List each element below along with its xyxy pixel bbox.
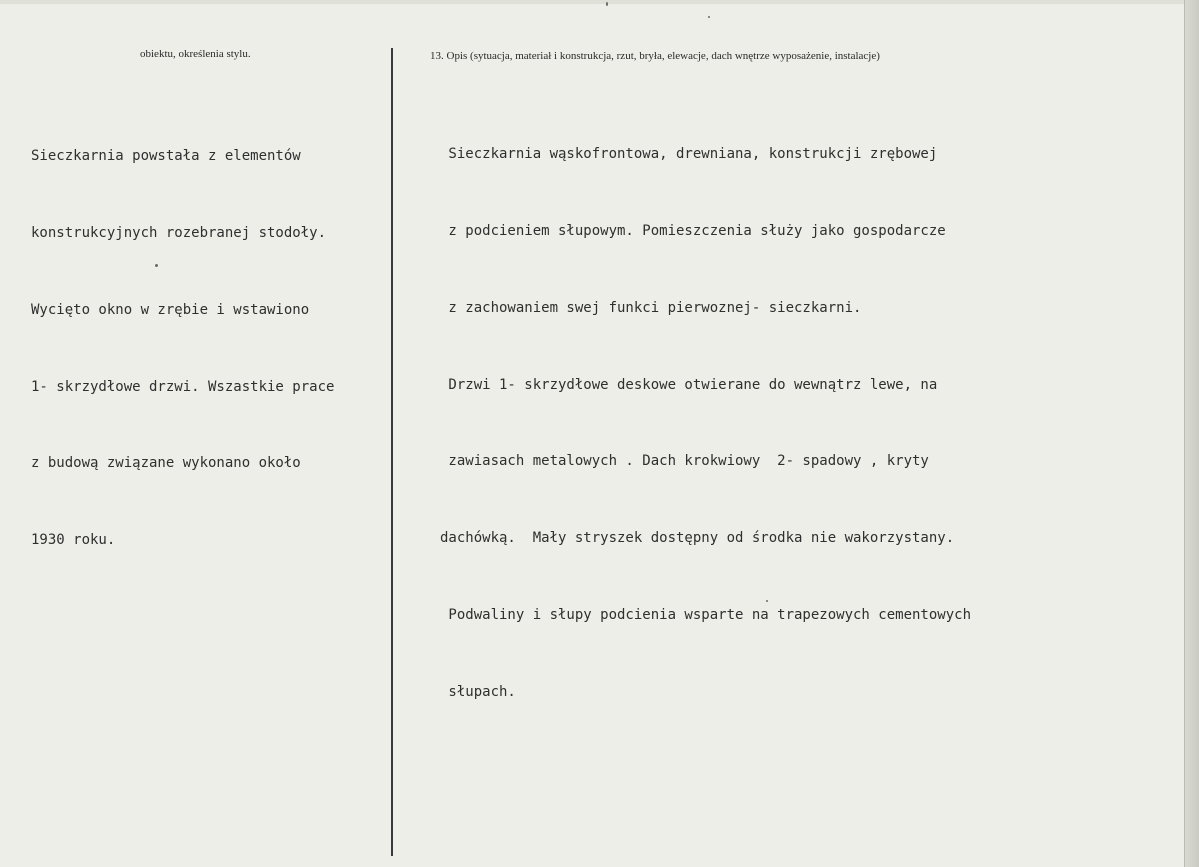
left-column-header: obiektu, określenia stylu. — [140, 48, 251, 60]
text-line: z podcieniem słupowym. Pomieszczenia służy jako gospodarcze — [440, 222, 946, 239]
card-top-edge — [0, 0, 1199, 4]
text-line: dachówką. Mały stryszek dostępny od środka nie wakorzystany. — [440, 530, 955, 547]
text-line: z zachowaniem swej funkci pierwoznej- sieczkarni. — [440, 299, 862, 316]
text-line: 1- skrzydłowe drzwi. Wszastkie prace — [31, 378, 335, 395]
paper-speck — [708, 16, 710, 18]
paper-speck — [606, 2, 608, 6]
column-divider — [391, 48, 393, 856]
history-text — [31, 93, 334, 605]
text-line: Sieczkarnia wąskofrontowa, drewniana, konstrukcji zrębowej — [440, 146, 938, 163]
text-line: z budową związane wykonano około — [31, 455, 301, 472]
text-line: 1930 roku. — [31, 532, 116, 549]
text-line: słupach. — [440, 683, 516, 700]
paper-speck — [766, 600, 768, 602]
paper-speck — [155, 264, 158, 267]
text-line: Wycięto okno w zrębie i wstawiono — [31, 301, 310, 318]
description-field-header: 13. Opis (sytuacja, materiał i konstrukcja, rzut, bryła, elewacje, dach wnętrze wyposażenie, instalacje) — [430, 50, 880, 62]
text-line: Drzwi 1- skrzydłowe deskowe otwierane do wewnątrz lewe, na — [440, 376, 938, 393]
description-text — [440, 91, 971, 756]
text-line: konstrukcyjnych rozebranej stodoły. — [31, 224, 327, 241]
text-line: zawiasach metalowych . Dach krokwiowy 2- spadowy , kryty — [440, 453, 929, 470]
card-right-edge — [1184, 0, 1199, 867]
text-line: Podwaliny i słupy podcienia wsparte na trapezowych cementowych — [440, 606, 972, 623]
text-line: Sieczkarnia powstała z elementów — [31, 148, 301, 165]
